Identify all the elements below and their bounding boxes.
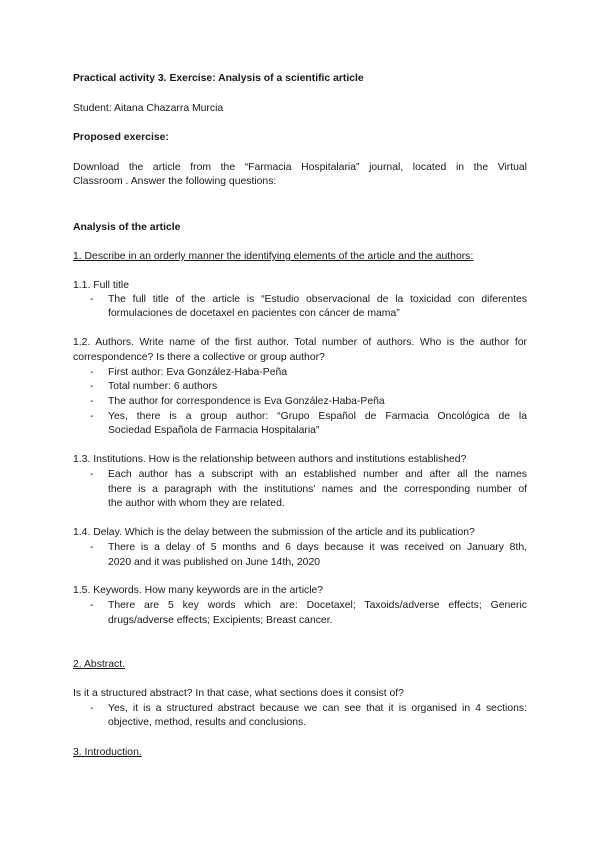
bullet-dash: - [90,367,94,378]
analysis-heading: Analysis of the article [73,222,181,233]
answer-1-1-line-1: The full title of the article is “Estudio observacional de la toxicidad con diferentes [108,294,527,305]
question-1-3-title: 1.3. Institutions. How is the relationship between authors and institutions established? [73,454,467,465]
answer-1-3-line-3: the author with whom they are related. [108,498,285,509]
answer-2-line-1: Yes, it is a structured abstract because we can see that it is organised in 4 sections: [108,703,527,714]
answer-1-2-total-number: Total number: 6 authors [108,381,218,392]
question-1-5-title: 1.5. Keywords. How many keywords are in the article? [73,585,324,596]
bullet-dash: - [90,542,94,553]
answer-1-4-line-1: There is a delay of 5 months and 6 days because it was received on January 8th, [108,542,527,553]
section-1-heading: 1. Describe in an orderly manner the identifying elements of the article and the authors: [73,251,474,262]
question-1-1-title: 1.1. Full title [73,280,130,291]
answer-1-1-line-2: formulaciones de docetaxel en pacientes con cáncer de mama” [108,308,400,319]
bullet-dash: - [90,469,94,480]
bullet-dash: - [90,396,94,407]
answer-1-5-line-2: drugs/adverse effects; Excipients; Breast cancer. [108,615,333,626]
question-2-title: Is it a structured abstract? In that case, what sections does it consist of? [73,688,404,699]
answer-1-2-group-line-1: Yes, there is a group author: “Grupo Español de Farmacia Oncológica de la [108,411,527,422]
bullet-dash: - [90,411,94,422]
answer-1-2-group-line-2: Sociedad Española de Farmacia Hospitalaria” [108,425,320,436]
answer-1-2-first-author: First author: Eva González-Haba-Peña [108,367,288,378]
answer-1-3-line-1: Each author has a subscript with an established number and after all the names [108,469,527,480]
answer-1-5-line-1: There are 5 key words which are: Docetaxel; Taxoids/adverse effects; Generic [108,600,527,611]
bullet-dash: - [90,294,94,305]
answer-2-line-2: objective, method, results and conclusions. [108,717,307,728]
answer-1-2-correspondence: The author for correspondence is Eva González-Haba-Peña [108,396,385,407]
question-1-2-title-line-2: correspondence? Is there a collective or group author? [73,352,325,363]
bullet-dash: - [90,703,94,714]
instructions-line-2: Classroom . Answer the following questions: [73,176,277,187]
question-1-4-title: 1.4. Delay. Which is the delay between the submission of the article and its publication? [73,527,475,538]
student-name: Student: Aitana Chazarra Murcia [73,103,224,114]
bullet-dash: - [90,381,94,392]
instructions-line-1: Download the article from the “Farmacia Hospitalaria” journal, located in the Virtual [73,162,527,173]
bullet-dash: - [90,600,94,611]
answer-1-3-line-2: there is a paragraph with the institutions' names and the corresponding number of [108,484,527,495]
question-1-2-title-line-1: 1.2. Authors. Write name of the first author. Total number of authors. Who is the author for [73,337,527,348]
document-title: Practical activity 3. Exercise: Analysis of a scientific article [73,73,364,84]
section-3-heading: 3. Introduction. [73,747,142,758]
answer-1-4-line-2: 2020 and it was published on June 14th, 2020 [108,557,321,568]
section-2-heading: 2. Abstract. [73,659,125,670]
proposed-exercise-heading: Proposed exercise: [73,132,169,143]
